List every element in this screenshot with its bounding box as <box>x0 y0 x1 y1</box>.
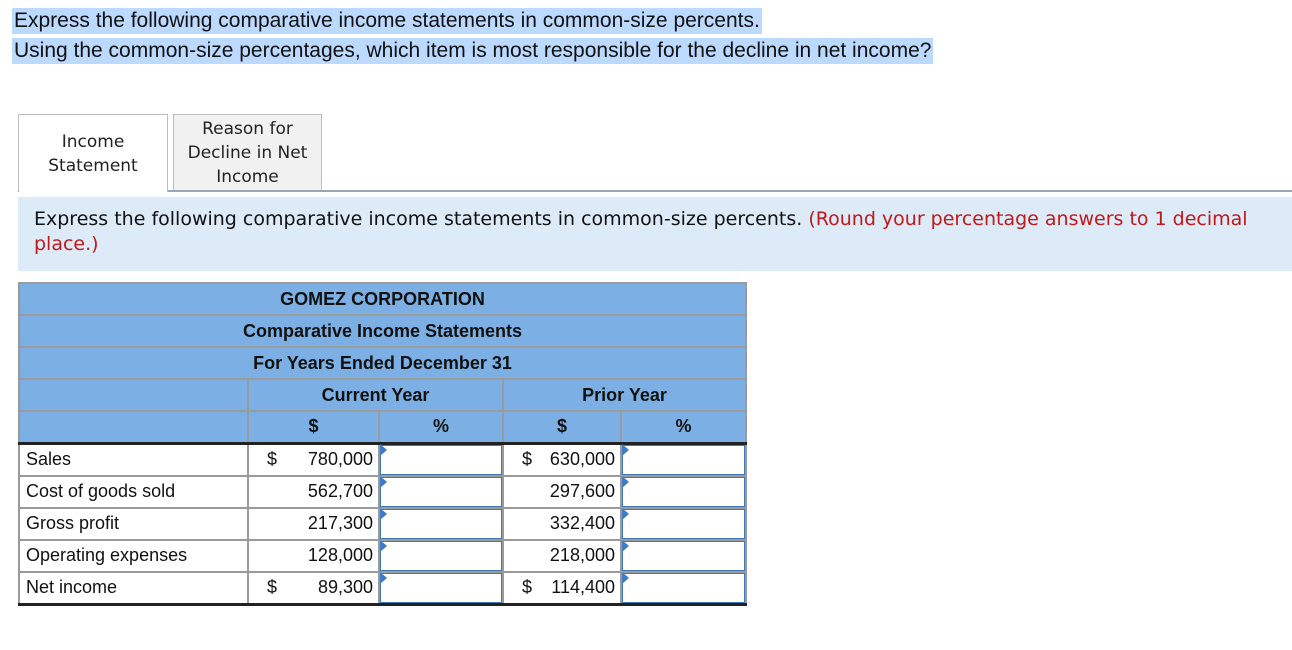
current-amount: 562,700 <box>307 481 373 501</box>
currency-sign: $ <box>522 577 533 597</box>
header-blank <box>19 379 248 411</box>
current-dollar-header: $ <box>248 411 379 443</box>
row-label: Sales <box>19 443 248 476</box>
input-marker-icon <box>622 508 629 520</box>
prior-percent-input[interactable] <box>622 541 745 571</box>
current-percent-input[interactable] <box>380 509 502 539</box>
table-row <box>19 443 746 476</box>
prior-amount: 218,000 <box>549 545 615 565</box>
tab-label-line: Statement <box>48 155 138 176</box>
tab-label-line: Income <box>61 131 125 152</box>
current-percent-input[interactable] <box>380 477 502 507</box>
input-marker-icon <box>380 508 387 520</box>
current-amount: 128,000 <box>307 545 373 565</box>
input-marker-icon <box>622 444 629 456</box>
prior-percent-input[interactable] <box>622 477 745 507</box>
input-marker-icon <box>380 540 387 552</box>
current-percent-input[interactable] <box>380 445 502 475</box>
prior-percent-input[interactable] <box>622 445 745 475</box>
input-marker-icon <box>380 476 387 488</box>
currency-sign: $ <box>267 577 278 597</box>
tab-label-line: Income <box>216 167 279 187</box>
tab-income-statement[interactable] <box>18 114 168 192</box>
header-blank <box>19 411 248 443</box>
current-amount: 780,000 <box>307 449 373 469</box>
prior-percent-input[interactable] <box>622 573 745 603</box>
row-label: Gross profit <box>19 508 248 540</box>
table-row <box>19 508 746 540</box>
prior-percent-input[interactable] <box>622 509 745 539</box>
tab-divider <box>168 190 1292 192</box>
prior-amount: 114,400 <box>551 577 615 597</box>
tab-label-line: Decline in Net <box>187 143 308 163</box>
statement-period: For Years Ended December 31 <box>19 347 746 379</box>
tab-divider <box>18 190 19 192</box>
row-label: Operating expenses <box>19 540 248 572</box>
prior-year-header: Prior Year <box>503 379 746 411</box>
current-amount: 89,300 <box>317 577 373 597</box>
row-label: Net income <box>19 572 248 605</box>
statement-title: Comparative Income Statements <box>19 315 746 347</box>
input-marker-icon <box>380 444 387 456</box>
question-line-2: Using the common-size percentages, which item is most responsible for the decline in net income? <box>14 39 932 62</box>
current-year-header: Current Year <box>248 379 503 411</box>
prior-amount: 297,600 <box>549 481 615 501</box>
prior-dollar-header: $ <box>503 411 621 443</box>
question-line-1: Express the following comparative income statements in common-size percents. <box>14 9 760 32</box>
input-marker-icon <box>622 476 629 488</box>
current-percent-input[interactable] <box>380 573 502 603</box>
instruction-note: (Round your percentage answers to 1 decimal place.) <box>34 208 1248 255</box>
input-marker-icon <box>380 572 387 584</box>
input-marker-icon <box>622 540 629 552</box>
currency-sign: $ <box>522 449 533 469</box>
currency-sign: $ <box>267 449 278 469</box>
table-row <box>19 476 746 508</box>
current-percent-input[interactable] <box>380 541 502 571</box>
tab-reason-for-decline[interactable] <box>173 114 322 192</box>
prior-percent-header: % <box>621 411 746 443</box>
row-label: Cost of goods sold <box>19 476 248 508</box>
prior-amount: 630,000 <box>549 449 615 469</box>
table-row <box>19 572 746 605</box>
instruction-text: Express the following comparative income statements in common-size percents. <box>34 208 803 230</box>
tab-label-line: Reason for <box>202 119 293 139</box>
input-marker-icon <box>622 572 629 584</box>
table-row <box>19 540 746 572</box>
company-name: GOMEZ CORPORATION <box>19 283 746 315</box>
current-amount: 217,300 <box>307 513 373 533</box>
current-percent-header: % <box>379 411 503 443</box>
income-statement-table <box>18 282 747 606</box>
prior-amount: 332,400 <box>549 513 615 533</box>
instruction-box <box>18 197 1292 271</box>
